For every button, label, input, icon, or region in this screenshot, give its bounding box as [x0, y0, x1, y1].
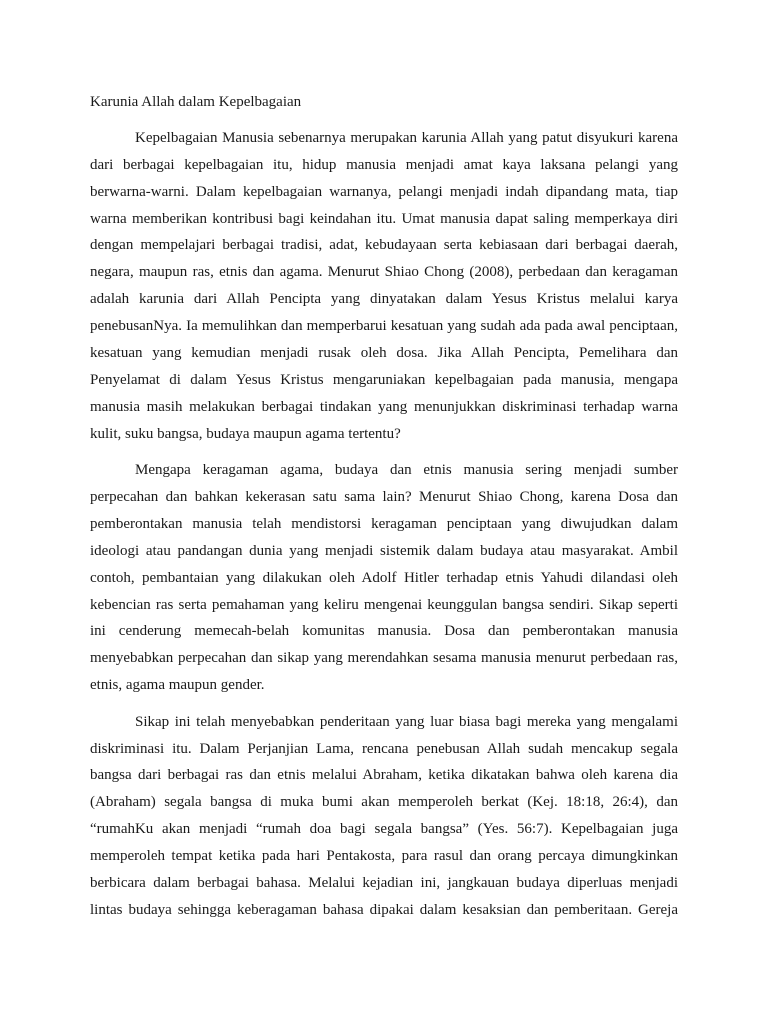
paragraph-1	[90, 125, 678, 448]
text-line: (Abraham) segala bangsa di muka bumi akan memperoleh berkat (Kej. 18:18, 26:4), dan	[90, 794, 678, 811]
text-line: dari berbagai kepelbagaian itu, hidup manusia menjadi amat kaya laksana pelangi yang	[90, 156, 678, 173]
text-line: memperoleh tempat ketika pada hari Pentakosta, para rasul dan orang percaya dimungkinkan	[90, 848, 678, 865]
text-line: contoh, pembantaian yang dilakukan oleh Adolf Hitler terhadap etnis Yahudi dilandasi oleh	[90, 569, 678, 586]
text-line: kesatuan yang kemudian menjadi rusak oleh dosa. Jika Allah Pencipta, Pemelihara dan	[90, 345, 678, 362]
text-line: “rumahKu akan menjadi “rumah doa bagi segala bangsa” (Yes. 56:7). Kepelbagaian juga	[90, 821, 678, 838]
text-line: lintas budaya sehingga keberagaman bahasa dipakai dalam kesaksian dan pemberitaan. Gereja	[90, 901, 678, 918]
document-body	[90, 89, 678, 934]
paragraph-3	[90, 709, 678, 924]
text-line: dengan mempelajari berbagai tradisi, adat, kebudayaan serta kebiasaan dari berbagai daerah,	[90, 237, 678, 254]
text-line: negara, maupun ras, etnis dan agama. Menurut Shiao Chong (2008), perbedaan dan keragaman	[90, 264, 678, 281]
text-line: penebusanNya. Ia memulihkan dan memperbarui kesatuan yang sudah ada pada awal penciptaan,	[90, 318, 678, 335]
text-line: Mengapa keragaman agama, budaya dan etnis manusia sering menjadi sumber	[135, 462, 678, 479]
text-line: adalah karunia dari Allah Pencipta yang dinyatakan dalam Yesus Kristus melalui karya	[90, 291, 678, 308]
text-line: menyebabkan perpecahan dan sikap yang merendahkan sesama manusia menurut perbedaan ras,	[90, 650, 678, 667]
text-line: kulit, suku bangsa, budaya maupun agama tertentu?	[90, 425, 401, 442]
text-line: kebencian ras serta pemahaman yang keliru mengenai keunggulan bangsa sendiri. Sikap seperti	[90, 596, 678, 613]
text-line: berbicara dalam berbagai bahasa. Melalui kejadian ini, jangkauan budaya diperluas menjadi	[90, 874, 678, 891]
text-line: berwarna-warni. Dalam kepelbagaian warnanya, pelangi menjadi indah dipandang mata, tiap	[90, 183, 678, 200]
document-title: Karunia Allah dalam Kepelbagaian	[90, 93, 302, 110]
text-line: diskriminasi itu. Dalam Perjanjian Lama, rencana penebusan Allah sudah mencakup segala	[90, 740, 678, 757]
text-line: etnis, agama maupun gender.	[90, 677, 265, 694]
text-line: bangsa dari berbagai ras dan etnis melalui Abraham, ketika dikatakan bahwa oleh karena dia	[90, 767, 678, 784]
text-line: manusia masih melakukan berbagai tindakan yang menunjukkan diskriminasi terhadap warna	[90, 398, 678, 415]
text-line: pemberontakan manusia telah mendistorsi keragaman penciptaan yang diwujudkan dalam	[90, 515, 678, 532]
text-line: Kepelbagaian Manusia sebenarnya merupakan karunia Allah yang patut disyukuri karena	[135, 129, 678, 146]
text-line: perpecahan dan bahkan kekerasan satu sama lain? Menurut Shiao Chong, karena Dosa dan	[90, 488, 678, 505]
text-line: Penyelamat di dalam Yesus Kristus mengaruniakan kepelbagaian pada manusia, mengapa	[90, 371, 678, 388]
paragraph-2	[90, 457, 678, 699]
text-line: ini cenderung memecah-belah komunitas manusia. Dosa dan pemberontakan manusia	[90, 623, 678, 640]
text-line: Sikap ini telah menyebabkan penderitaan yang luar biasa bagi mereka yang mengalami	[135, 713, 678, 730]
text-line: ideologi atau pandangan dunia yang menjadi sistemik dalam budaya atau masyarakat. Ambil	[90, 542, 678, 559]
text-line: warna memberikan kontribusi bagi keindahan itu. Umat manusia dapat saling memperkaya diri	[90, 210, 678, 227]
